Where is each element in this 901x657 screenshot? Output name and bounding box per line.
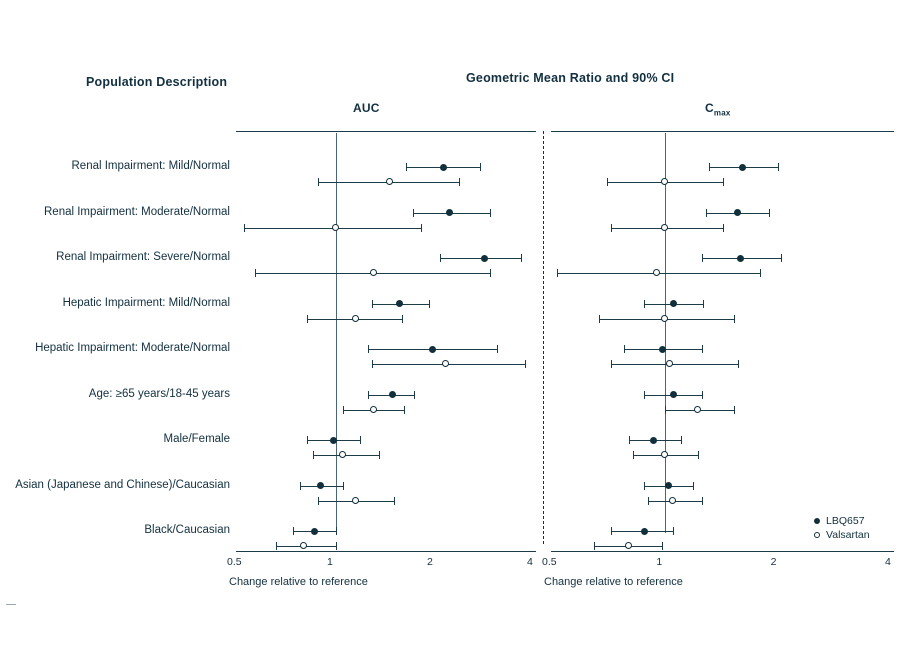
ci-upper-cap <box>681 436 682 444</box>
ci-upper-cap <box>429 300 430 308</box>
ci-lower-cap <box>702 254 703 262</box>
ci-lower-cap <box>644 391 645 399</box>
point-marker-valsartan <box>661 224 668 231</box>
ci-upper-cap <box>702 497 703 505</box>
reference-line <box>665 133 666 533</box>
point-marker-valsartan <box>694 406 701 413</box>
panel-cmax <box>551 131 894 551</box>
ci-lower-cap <box>318 497 319 505</box>
page-corner-mark <box>6 604 16 605</box>
ci-upper-cap <box>673 527 674 535</box>
ci-lower-cap <box>368 391 369 399</box>
point-marker-valsartan <box>332 224 339 231</box>
reference-line <box>336 133 337 533</box>
ci-upper-cap <box>414 391 415 399</box>
ci-lower-cap <box>644 482 645 490</box>
point-marker-valsartan <box>386 178 393 185</box>
point-marker-valsartan <box>339 451 346 458</box>
point-marker-valsartan <box>300 542 307 549</box>
x-axis-tick-label: 4 <box>527 556 533 568</box>
ci-lower-cap <box>255 269 256 277</box>
category-label: Hepatic Impairment: Mild/Normal <box>62 296 230 309</box>
ci-upper-cap <box>480 163 481 171</box>
point-marker-valsartan <box>370 406 377 413</box>
ci-lower-cap <box>440 254 441 262</box>
ci-upper-cap <box>693 482 694 490</box>
ci-lower-cap <box>607 178 608 186</box>
ci-upper-cap <box>734 315 735 323</box>
ci-upper-cap <box>490 209 491 217</box>
point-marker-lbq657 <box>396 300 403 307</box>
legend-item <box>812 528 870 542</box>
x-axis-tick-label: 4 <box>885 556 891 568</box>
ci-lower-cap <box>709 163 710 171</box>
category-label: Black/Caucasian <box>144 524 230 536</box>
ci-lower-cap <box>706 209 707 217</box>
population-description-header: Population Description <box>86 75 228 89</box>
ci-lower-cap <box>343 406 344 414</box>
ci-upper-cap <box>490 269 491 277</box>
category-label: Renal Impairment: Mild/Normal <box>71 160 230 172</box>
ci-upper-cap <box>662 542 663 550</box>
panel-title-cmax-text: C <box>705 101 714 115</box>
legend-label: Valsartan <box>826 529 870 541</box>
ci-lower-cap <box>413 209 414 217</box>
point-marker-lbq657 <box>650 437 657 444</box>
ci-lower-cap <box>406 163 407 171</box>
x-axis-caption: Change relative to reference <box>229 576 368 588</box>
ci-upper-cap <box>497 345 498 353</box>
legend-label: LBQ657 <box>826 515 865 527</box>
ci-upper-cap <box>336 527 337 535</box>
panel-auc-top-rule <box>236 131 536 132</box>
ci-lower-cap <box>624 345 625 353</box>
ci-lower-cap <box>665 406 666 414</box>
legend-marker-open-icon <box>814 532 820 538</box>
ci-lower-cap <box>594 542 595 550</box>
ci-lower-cap <box>611 360 612 368</box>
ci-upper-cap <box>698 451 699 459</box>
ci-lower-cap <box>644 300 645 308</box>
panel-title-cmax-subscript: max <box>713 108 731 118</box>
ci-upper-cap <box>769 209 770 217</box>
category-label: Renal Impairment: Severe/Normal <box>56 251 230 263</box>
ci-lower-cap <box>318 178 319 186</box>
x-axis-tick-label: 1 <box>656 556 663 568</box>
legend-marker-filled-icon <box>814 518 820 524</box>
ci-upper-cap <box>404 406 405 414</box>
category-label: Renal Impairment: Moderate/Normal <box>44 205 230 218</box>
ci-lower-cap <box>557 269 558 277</box>
ci-upper-cap <box>525 360 526 368</box>
ci-lower-cap <box>648 497 649 505</box>
point-marker-lbq657 <box>429 346 436 353</box>
x-axis-caption: Change relative to reference <box>544 576 683 588</box>
ci-upper-cap <box>459 178 460 186</box>
point-marker-valsartan <box>625 542 632 549</box>
ci-upper-cap <box>723 178 724 186</box>
point-marker-valsartan <box>352 315 359 322</box>
panel-cmax-top-rule <box>551 131 894 132</box>
ci-upper-cap <box>360 436 361 444</box>
ci-upper-cap <box>702 345 703 353</box>
point-marker-lbq657 <box>739 164 746 171</box>
category-label: Hepatic Impairment: Moderate/Normal <box>35 342 230 354</box>
ci-upper-cap <box>738 360 739 368</box>
ci-lower-cap <box>313 451 314 459</box>
ci-upper-cap <box>703 300 704 308</box>
panel-title-auc: AUC <box>353 101 380 115</box>
x-axis-tick-label: 2 <box>427 556 433 568</box>
point-marker-valsartan <box>352 497 359 504</box>
x-axis-tick-label: 0.5 <box>542 556 557 568</box>
ci-lower-cap <box>611 527 612 535</box>
ci-lower-cap <box>368 345 369 353</box>
point-marker-valsartan <box>370 269 377 276</box>
point-marker-valsartan <box>653 269 660 276</box>
point-marker-lbq657 <box>311 528 318 535</box>
ci-upper-cap <box>781 254 782 262</box>
x-axis-tick-label: 0.5 <box>227 556 242 568</box>
x-axis-line <box>551 551 894 552</box>
ci-upper-cap <box>336 542 337 550</box>
category-label: Male/Female <box>163 433 230 445</box>
ci-lower-cap <box>633 451 634 459</box>
x-axis-line <box>236 551 536 552</box>
x-axis-tick-label: 1 <box>327 556 333 568</box>
point-marker-valsartan <box>661 315 668 322</box>
category-label: Asian (Japanese and Chinese)/Caucasian <box>15 478 230 491</box>
ci-upper-cap <box>402 315 403 323</box>
ci-lower-cap <box>629 436 630 444</box>
ci-lower-cap <box>372 360 373 368</box>
ci-upper-cap <box>421 224 422 232</box>
point-marker-lbq657 <box>440 164 447 171</box>
legend <box>812 514 870 542</box>
ci-upper-cap <box>379 451 380 459</box>
ci-lower-cap <box>307 315 308 323</box>
panel-auc <box>236 131 536 551</box>
ci-upper-cap <box>734 406 735 414</box>
x-axis-tick-label: 2 <box>770 556 777 568</box>
point-marker-lbq657 <box>641 528 648 535</box>
category-label: Age: ≥65 years/18-45 years <box>88 387 230 400</box>
gmr-title: Geometric Mean Ratio and 90% CI <box>466 71 675 85</box>
ci-lower-cap <box>300 482 301 490</box>
ci-lower-cap <box>307 436 308 444</box>
point-marker-valsartan <box>669 497 676 504</box>
ci-upper-cap <box>760 269 761 277</box>
point-marker-lbq657 <box>330 437 337 444</box>
ci-lower-cap <box>372 300 373 308</box>
point-marker-lbq657 <box>737 255 744 262</box>
point-marker-lbq657 <box>659 346 666 353</box>
ci-lower-cap <box>276 542 277 550</box>
point-marker-lbq657 <box>481 255 488 262</box>
ci-lower-cap <box>244 224 245 232</box>
ci-upper-cap <box>778 163 779 171</box>
point-marker-lbq657 <box>389 391 396 398</box>
ci-upper-cap <box>723 224 724 232</box>
ci-lower-cap <box>599 315 600 323</box>
legend-item <box>812 514 870 528</box>
point-marker-lbq657 <box>670 300 677 307</box>
panel-divider <box>543 131 544 544</box>
ci-upper-cap <box>521 254 522 262</box>
point-marker-lbq657 <box>670 391 677 398</box>
ci-upper-cap <box>343 482 344 490</box>
confidence-interval-line <box>611 364 737 365</box>
panel-title-cmax <box>705 101 731 117</box>
ci-upper-cap <box>702 391 703 399</box>
ci-lower-cap <box>293 527 294 535</box>
ci-lower-cap <box>611 224 612 232</box>
ci-upper-cap <box>394 497 395 505</box>
